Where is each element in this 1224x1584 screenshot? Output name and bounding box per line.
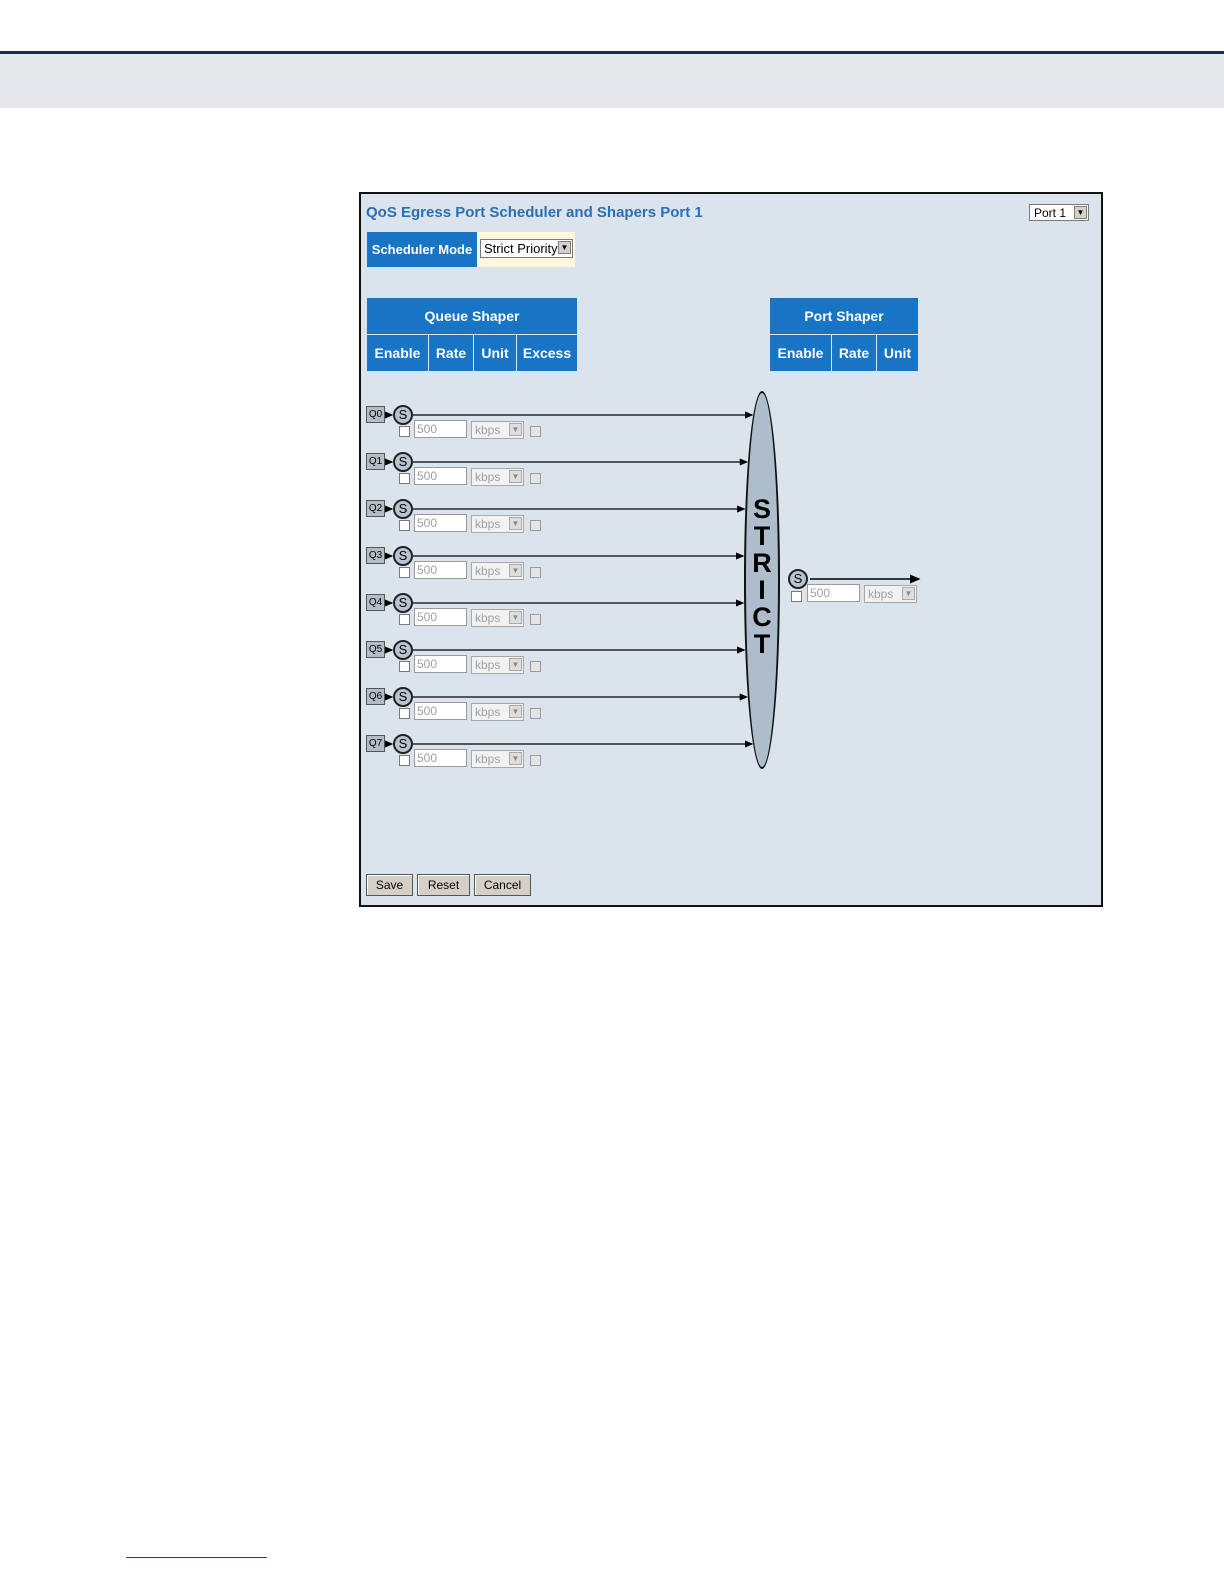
queue-excess-checkbox[interactable] [530, 520, 541, 531]
queue-excess-checkbox[interactable] [530, 567, 541, 578]
port-col-rate: Rate [831, 335, 876, 371]
queue-rate-input[interactable]: 500 [414, 467, 467, 485]
queue-col-unit: Unit [473, 335, 516, 371]
save-button[interactable]: Save [366, 874, 413, 896]
queue-unit-select[interactable] [471, 750, 524, 768]
queue-excess-checkbox[interactable] [530, 661, 541, 672]
queue-unit-value: kbps [475, 611, 501, 625]
queue-rate-input[interactable]: 500 [414, 420, 467, 438]
queue-unit-select[interactable] [471, 468, 524, 486]
strict-letter: T [753, 521, 771, 551]
shaper-circle: S [393, 499, 413, 519]
port-col-enable: Enable [770, 335, 831, 371]
strict-scheduler [744, 391, 780, 769]
header-band [0, 54, 1224, 108]
dropdown-arrow-icon[interactable]: ▼ [509, 705, 522, 718]
port-shaper-header: Port Shaper [770, 298, 918, 334]
scheduler-mode-value: Strict Priority [484, 241, 558, 256]
scheduler-panel [359, 192, 1103, 907]
strict-letter: T [753, 629, 771, 659]
shaper-circle: S [393, 405, 413, 425]
port-col-unit: Unit [876, 335, 918, 371]
queue-unit-value: kbps [475, 705, 501, 719]
queue-unit-value: kbps [475, 470, 501, 484]
dropdown-arrow-icon[interactable]: ▼ [509, 611, 522, 624]
queue-rate-input[interactable]: 500 [414, 561, 467, 579]
port-rate-input[interactable]: 500 [807, 584, 860, 602]
queue-enable-checkbox[interactable] [399, 520, 410, 531]
cancel-button[interactable]: Cancel [474, 874, 531, 896]
port-unit-select[interactable] [864, 585, 917, 603]
shaper-circle: S [393, 593, 413, 613]
queue-label: Q0 [366, 406, 385, 423]
dropdown-arrow-icon[interactable]: ▼ [558, 241, 571, 254]
dropdown-arrow-icon[interactable]: ▼ [509, 658, 522, 671]
queue-rate-input[interactable]: 500 [414, 749, 467, 767]
queue-label: Q3 [366, 547, 385, 564]
queue-rate-input[interactable]: 500 [414, 608, 467, 626]
queue-enable-checkbox[interactable] [399, 473, 410, 484]
footer-link-rule [126, 1557, 267, 1558]
shaper-circle: S [393, 452, 413, 472]
queue-unit-select[interactable] [471, 656, 524, 674]
queue-flow-lines [361, 194, 1101, 905]
queue-unit-select[interactable] [471, 609, 524, 627]
queue-unit-value: kbps [475, 564, 501, 578]
shaper-circle: S [393, 687, 413, 707]
queue-unit-value: kbps [475, 752, 501, 766]
queue-label: Q7 [366, 735, 385, 752]
queue-label: Q6 [366, 688, 385, 705]
queue-unit-select[interactable] [471, 515, 524, 533]
queue-unit-select[interactable] [471, 703, 524, 721]
dropdown-arrow-icon[interactable]: ▼ [509, 423, 522, 436]
port-unit-value: kbps [868, 587, 894, 601]
queue-enable-checkbox[interactable] [399, 614, 410, 625]
queue-col-rate: Rate [428, 335, 473, 371]
dropdown-arrow-icon[interactable]: ▼ [509, 752, 522, 765]
queue-unit-select[interactable] [471, 562, 524, 580]
queue-excess-checkbox[interactable] [530, 426, 541, 437]
queue-unit-select[interactable] [471, 421, 524, 439]
queue-excess-checkbox[interactable] [530, 755, 541, 766]
queue-enable-checkbox[interactable] [399, 708, 410, 719]
queue-label: Q5 [366, 641, 385, 658]
queue-unit-value: kbps [475, 423, 501, 437]
shaper-circle: S [393, 546, 413, 566]
scheduler-mode-label: Scheduler Mode [367, 232, 477, 267]
reset-button[interactable]: Reset [417, 874, 470, 896]
queue-enable-checkbox[interactable] [399, 661, 410, 672]
shaper-circle: S [393, 734, 413, 754]
strict-letter: S [752, 494, 771, 524]
queue-unit-value: kbps [475, 517, 501, 531]
dropdown-arrow-icon[interactable]: ▼ [509, 470, 522, 483]
queue-unit-value: kbps [475, 658, 501, 672]
queue-enable-checkbox[interactable] [399, 755, 410, 766]
queue-rate-input[interactable]: 500 [414, 514, 467, 532]
page-title: QoS Egress Port Scheduler and Shapers Port 1 [366, 204, 703, 221]
queue-shaper-header: Queue Shaper [367, 298, 577, 334]
queue-enable-checkbox[interactable] [399, 567, 410, 578]
queue-rate-input[interactable]: 500 [414, 702, 467, 720]
queue-col-enable: Enable [367, 335, 428, 371]
dropdown-arrow-icon[interactable]: ▼ [902, 587, 915, 600]
port-shaper-circle: S [788, 569, 808, 589]
queue-rate-input[interactable]: 500 [414, 655, 467, 673]
queue-col-excess: Excess [516, 335, 577, 371]
queue-enable-checkbox[interactable] [399, 426, 410, 437]
shaper-circle: S [393, 640, 413, 660]
strict-letter: C [752, 602, 772, 632]
dropdown-arrow-icon[interactable]: ▼ [509, 564, 522, 577]
queue-label: Q4 [366, 594, 385, 611]
port-enable-checkbox[interactable] [791, 591, 802, 602]
strict-letter: I [758, 575, 766, 605]
queue-excess-checkbox[interactable] [530, 708, 541, 719]
dropdown-arrow-icon[interactable]: ▼ [509, 517, 522, 530]
queue-excess-checkbox[interactable] [530, 614, 541, 625]
queue-label: Q2 [366, 500, 385, 517]
port-select-value: Port 1 [1034, 206, 1067, 220]
queue-label: Q1 [366, 453, 385, 470]
queue-excess-checkbox[interactable] [530, 473, 541, 484]
dropdown-arrow-icon[interactable]: ▼ [1074, 206, 1087, 219]
strict-letter: R [752, 548, 772, 578]
